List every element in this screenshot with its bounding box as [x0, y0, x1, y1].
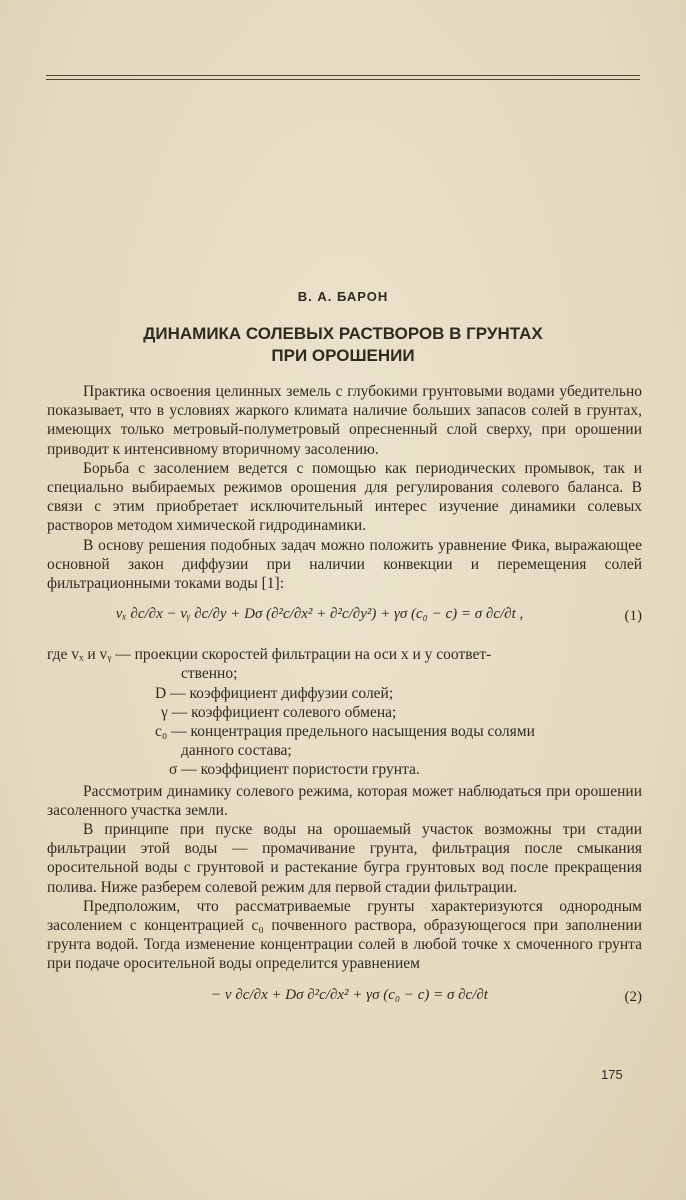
- definition-c0: c₀ — концентрация предельного насыщения воды солями: [155, 723, 535, 741]
- definition-d: D — коэффициент диффузии солей;: [155, 684, 394, 702]
- paragraph: В основу решения подобных задач можно положить уравнение Фика, выражающее основной закон диффузии при наличии конвекции и перемещения солей фильтрационными токами воды [1]:: [47, 536, 642, 593]
- top-rule-double: [46, 79, 640, 80]
- equation-1-expression: vₓ ∂c/∂x − vᵧ ∂c/∂y + Dσ (∂²c/∂x² + ∂²c/∂y²) + γσ (c₀ − c) = σ ∂c/∂t ,: [115, 606, 524, 623]
- definition-intro: где vₓ и vᵧ — проекции скоростей фильтрации на оси x и y соответ-: [47, 646, 492, 664]
- equation-2-expression: − v ∂c/∂x + Dσ ∂²c/∂x² + γσ (c₀ − c) = σ ∂c/∂t: [211, 986, 488, 1003]
- page-number: 175: [601, 1067, 623, 1082]
- paragraph: В принципе при пуске воды на орошаемый участок возможны три стадии фильтрации этой воды — промачивание грунта, фильтрация после смыкания оросительной воды с грунтовой и растекание бугра грунтовых вод после прекращения полива. Ниже разберем солевой режим для первой стадии фильтрации.: [47, 821, 642, 896]
- definitions: [47, 645, 642, 779]
- paragraph: Предположим, что рассматриваемые грунты характеризуются однородным засолением с концентрацией c₀ почвенного раствора, образующегося при заполнении грунта водой. Тогда изменение концентрации солей в любой точке x смоченного грунта при подаче оросительной воды определится уравнением: [47, 897, 642, 973]
- paragraph: Борьба с засолением ведется с помощью как периодических промывок, так и специально выбираемых режимов орошения для регулирования солевого баланса. В связи с этим приобретает исключительный интерес изучение динамики солевых растворов методом химической гидродинамики.: [47, 459, 642, 535]
- article-title: [60, 323, 626, 367]
- author: В. А. БАРОН: [297, 289, 389, 304]
- definition-sigma: σ — коэффициент пористости грунта.: [169, 761, 420, 779]
- definition-c0-cont: данного состава;: [181, 742, 292, 760]
- equation-2-number: (2): [624, 988, 642, 1005]
- equation-1: [47, 597, 642, 641]
- paragraph: Практика освоения целинных земель с глубокими грунтовыми водами убедительно показывает, что в условиях жаркого климата наличие больших запасов солей в грунтах, имеющих только метровый-полуметровый опресненный слой сверху, при орошении приводит к интенсивному вторичному засолению.: [47, 383, 642, 458]
- title-line-2: ПРИ ОРОШЕНИИ: [271, 346, 415, 365]
- definition-intro-cont: ственно;: [181, 665, 238, 683]
- article-body: [47, 382, 642, 1026]
- title-line-1: ДИНАМИКА СОЛЕВЫХ РАСТВОРОВ В ГРУНТАХ: [143, 324, 543, 343]
- paragraph: Рассмотрим динамику солевого режима, которая может наблюдаться при орошении засоленного участка земли.: [47, 782, 642, 819]
- definition-gamma: γ — коэффициент солевого обмена;: [161, 703, 397, 721]
- top-rule: [46, 75, 640, 76]
- equation-2: [47, 978, 642, 1022]
- equation-1-number: (1): [624, 608, 642, 625]
